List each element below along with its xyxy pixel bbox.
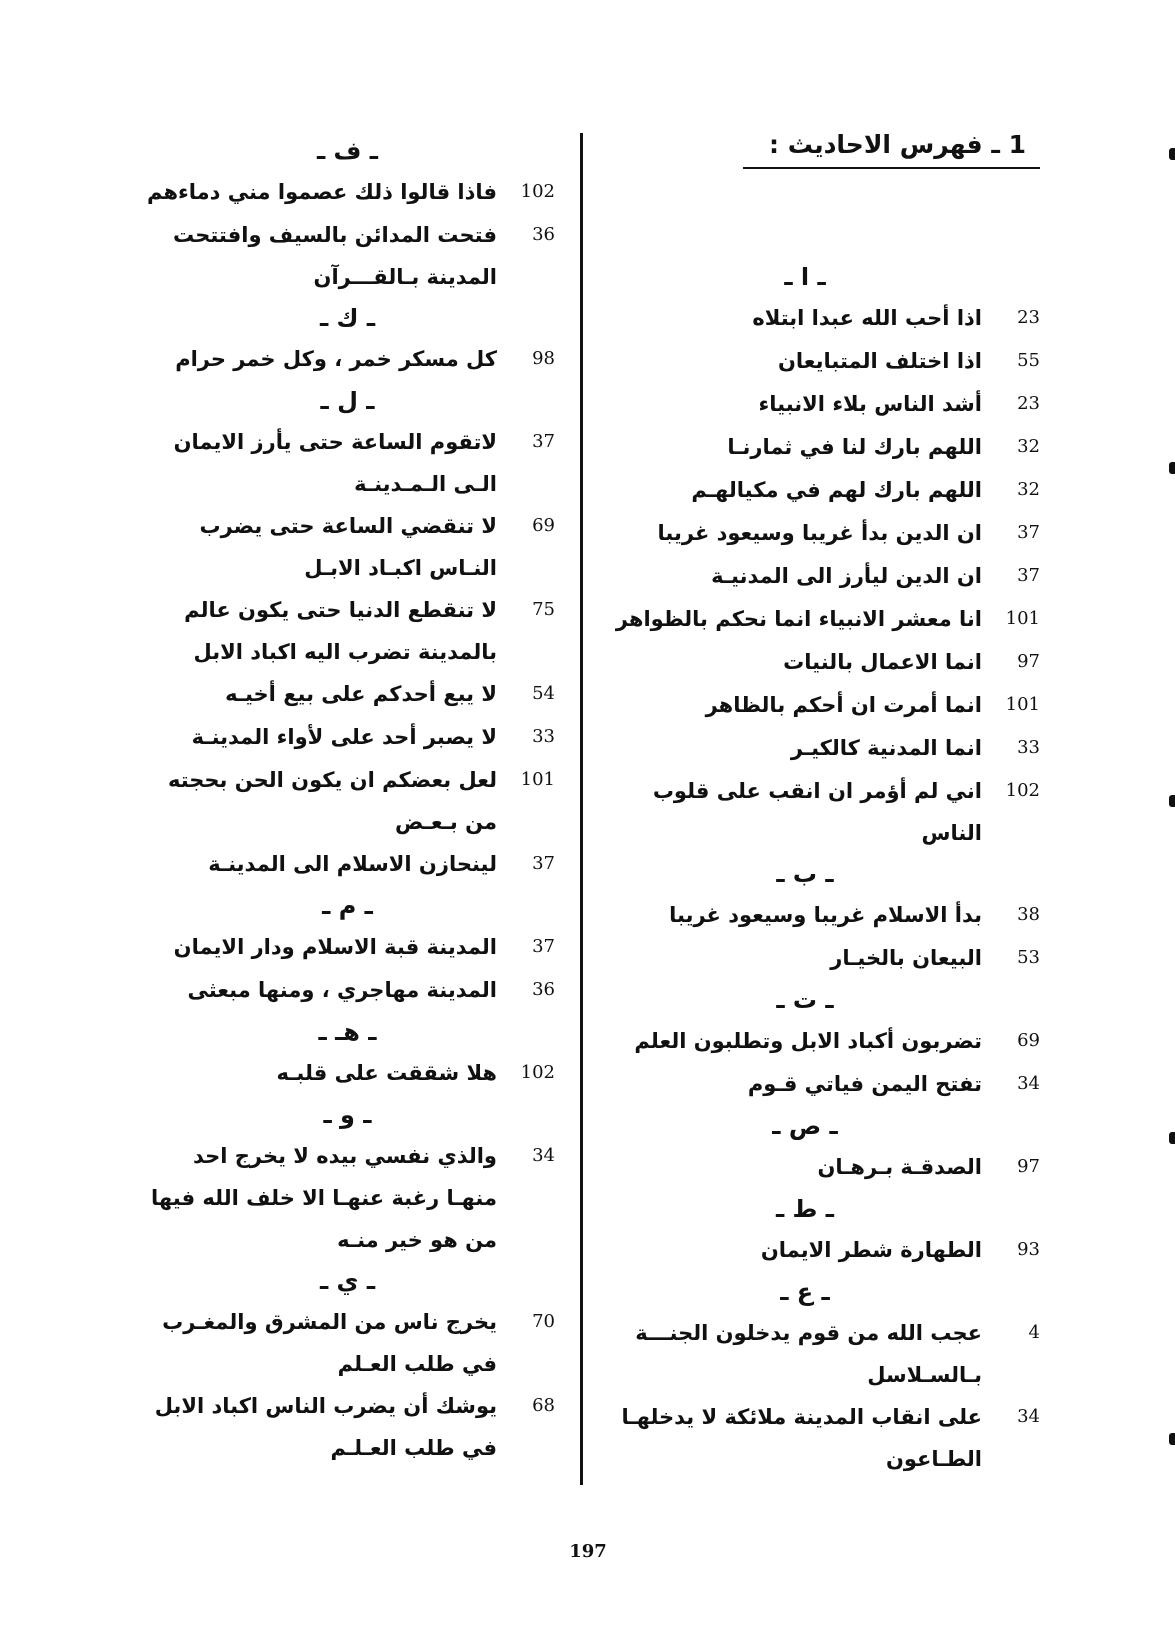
index-entry: [610, 727, 1040, 770]
entry-page-number: 93: [1017, 1239, 1040, 1260]
index-entry: [610, 894, 1040, 937]
entry-hadith-text: اني لم أؤمر ان انقب على قلوب الناس: [652, 779, 982, 845]
entry-hadith-text: بدأ الاسلام غريبا وسيعود غريبا: [669, 903, 982, 927]
entry-page-number: 102: [520, 1062, 555, 1083]
entry-page-number: 69: [1017, 1030, 1040, 1051]
entry-hadith-text: لا يبع أحدكم على بيع أخيـه: [225, 682, 497, 706]
entry-page-number: 33: [532, 726, 555, 747]
page-number: 197: [569, 1541, 607, 1562]
entry-page-number: 37: [1017, 565, 1040, 586]
entry-hadith-text: كل مسكر خمر ، وكل خمر حرام: [175, 347, 497, 371]
entry-hadith-text: لا يصبر أحد على لأواء المدينـة: [191, 725, 497, 749]
entry-hadith-text: لينحازن الاسلام الى المدينـة: [208, 852, 497, 876]
entry-hadith-text: والذي نفسي بيده لا يخرج احد منهـا رغبة عنهـا الا خلف الله فيها من هو خير منـه: [151, 1144, 497, 1252]
index-entry: [610, 469, 1040, 512]
entry-hadith-text: ان الدين ليأرز الى المدنيـة: [711, 564, 982, 588]
entry-hadith-text: الطهارة شطر الايمان: [760, 1238, 982, 1262]
index-entry: [610, 383, 1040, 426]
entry-hadith-text: اذا أحب الله عبدا ابتلاه: [752, 306, 982, 330]
index-title: 1 ـ فهرس الاحاديث :: [743, 125, 1040, 169]
entry-page-number: 37: [532, 853, 555, 874]
column-divider: [580, 133, 583, 1485]
entry-hadith-text: عجب الله من قوم يدخلون الجنـــة بـالسـلاسل: [635, 1321, 982, 1387]
left-column: [140, 125, 555, 1469]
section-letter: ـ و ـ: [323, 1101, 372, 1129]
index-entry: [140, 214, 555, 298]
entry-hadith-text: لاتقوم الساعة حتى يأرز الايمان الـى الـمـدينـة: [173, 430, 497, 496]
entry-hadith-text: المدينة قبة الاسلام ودار الايمان: [173, 935, 497, 959]
entry-page-number: 32: [1017, 436, 1040, 457]
entry-page-number: 53: [1017, 947, 1040, 968]
entry-page-number: 37: [532, 431, 555, 452]
entry-page-number: 97: [1017, 651, 1040, 672]
entry-page-number: 36: [532, 224, 555, 245]
entry-page-number: 69: [532, 515, 555, 536]
section-letter: ـ ب ـ: [776, 860, 834, 888]
section-letter: ـ ي ـ: [319, 1267, 376, 1295]
entry-hadith-text: فتحت المدائن بالسيف وافتتحت المدينة بـالقـــرآن: [172, 223, 497, 289]
entry-page-number: 68: [532, 1395, 555, 1416]
entry-page-number: 23: [1017, 307, 1040, 328]
index-entry: [610, 1146, 1040, 1189]
entry-hadith-text: انما أمرت ان أحكم بالظاهر: [705, 693, 982, 717]
index-entry: [140, 673, 555, 716]
index-entry: [610, 1020, 1040, 1063]
scan-edge-mark: [1169, 1433, 1175, 1445]
index-entry: [610, 598, 1040, 641]
entry-page-number: 34: [532, 1145, 555, 1166]
entry-hadith-text: يخرج ناس من المشرق والمغـرب في طلب العـلم: [162, 1310, 497, 1376]
entry-page-number: 102: [520, 181, 555, 202]
entry-hadith-text: لا تنقضي الساعة حتى يضرب النـاس اكبـاد الابـل: [199, 514, 497, 580]
index-entry: [140, 969, 555, 1012]
entry-hadith-text: انما الاعمال بالنيات: [783, 650, 982, 674]
entry-page-number: 54: [532, 683, 555, 704]
scan-edge-mark: [1169, 795, 1175, 807]
entry-hadith-text: لعل بعضكم ان يكون الحن بحجته من بـعـض: [167, 768, 497, 834]
entry-hadith-text: تفتح اليمن فياتي قـوم: [747, 1072, 982, 1096]
entry-hadith-text: ان الدين بدأ غريبا وسيعود غريبا: [657, 521, 982, 545]
section-letter: ـ ص ـ: [772, 1112, 838, 1140]
index-entry: [610, 1312, 1040, 1396]
index-entry: [140, 1385, 555, 1469]
entry-hadith-text: فاذا قالوا ذلك عصموا مني دماءهم: [147, 180, 497, 204]
entry-hadith-text: انما المدنية كالكيـر: [790, 736, 982, 760]
entry-page-number: 32: [1017, 479, 1040, 500]
entry-hadith-text: اذا اختلف المتبايعان: [777, 349, 982, 373]
index-entry: [610, 1396, 1040, 1480]
section-letter: ـ ل ـ: [320, 387, 375, 415]
entry-hadith-text: البيعان بالخيـار: [830, 946, 982, 970]
entry-page-number: 34: [1017, 1406, 1040, 1427]
index-entry: [610, 684, 1040, 727]
section-letter: ـ ف ـ: [317, 137, 378, 165]
index-entry: [610, 555, 1040, 598]
entry-hadith-text: الصدقـة بـرهـان: [817, 1155, 982, 1179]
entry-page-number: 70: [532, 1311, 555, 1332]
section-letter: ـ هـ ـ: [318, 1018, 377, 1046]
entry-page-number: 101: [1005, 608, 1040, 629]
section-letter: ـ م ـ: [322, 892, 373, 920]
scan-edge-mark: [1169, 148, 1175, 160]
index-entry: [140, 171, 555, 214]
scan-edge-mark: [1169, 1132, 1175, 1144]
index-entry: [610, 512, 1040, 555]
index-entry: [140, 926, 555, 969]
entry-page-number: 33: [1017, 737, 1040, 758]
entry-hadith-text: انا معشر الانبياء انما نحكم بالظواهر: [615, 607, 982, 631]
index-entry: [610, 641, 1040, 684]
entry-page-number: 36: [532, 979, 555, 1000]
index-entry: [610, 426, 1040, 469]
entry-hadith-text: اللهم بارك لهم في مكيالهـم: [691, 478, 982, 502]
entry-page-number: 4: [1028, 1322, 1040, 1343]
entry-hadith-text: اللهم بارك لنا في ثمارنـا: [727, 435, 982, 459]
entry-hadith-text: المدينة مهاجري ، ومنها مبعثى: [187, 978, 497, 1002]
index-entry: [610, 937, 1040, 980]
index-entry: [610, 770, 1040, 854]
entry-page-number: 37: [1017, 522, 1040, 543]
section-letter: ـ ا ـ: [784, 263, 826, 291]
index-entry: [140, 505, 555, 589]
entry-page-number: 37: [532, 936, 555, 957]
index-entry: [610, 340, 1040, 383]
right-groups: [610, 257, 1040, 1480]
entry-page-number: 98: [532, 348, 555, 369]
index-entry: [140, 843, 555, 886]
section-letter: ـ ط ـ: [775, 1195, 835, 1223]
entry-page-number: 102: [1005, 780, 1040, 801]
entry-hadith-text: لا تنقطع الدنيا حتى يكون عالم بالمدينة تضرب اليه اكباد الابل: [184, 598, 497, 664]
index-entry: [610, 1229, 1040, 1272]
entry-page-number: 75: [532, 599, 555, 620]
section-letter: ـ ك ـ: [319, 304, 376, 332]
index-entry: [140, 1301, 555, 1385]
entry-hadith-text: يوشك أن يضرب الناس اكباد الابل في طلب العـلـم: [154, 1394, 497, 1460]
entry-page-number: 38: [1017, 904, 1040, 925]
section-letter: ـ ت ـ: [776, 986, 834, 1014]
entry-page-number: 101: [1005, 694, 1040, 715]
index-entry: [140, 1135, 555, 1261]
index-entry: [140, 759, 555, 843]
entry-page-number: 23: [1017, 393, 1040, 414]
entry-hadith-text: أشد الناس بلاء الانبياء: [758, 392, 982, 416]
index-entry: [140, 421, 555, 505]
section-letter: ـ ع ـ: [780, 1278, 830, 1306]
entry-page-number: 101: [520, 769, 555, 790]
index-entry: [610, 1063, 1040, 1106]
index-entry: [140, 338, 555, 381]
entry-page-number: 55: [1017, 350, 1040, 371]
index-entry: [140, 1052, 555, 1095]
entry-hadith-text: تضربون أكباد الابل وتطلبون العلم: [634, 1029, 982, 1053]
scan-edge-mark: [1169, 462, 1175, 474]
right-column: [610, 125, 1040, 1480]
entry-hadith-text: على انقاب المدينة ملائكة لا يدخلهـا الطـاعون: [621, 1405, 982, 1471]
entry-page-number: 34: [1017, 1073, 1040, 1094]
left-groups: [140, 131, 555, 1469]
index-entry: [610, 297, 1040, 340]
index-entry: [140, 589, 555, 673]
entry-hadith-text: هلا شققت على قلبـه: [276, 1061, 497, 1085]
index-entry: [140, 716, 555, 759]
entry-page-number: 97: [1017, 1156, 1040, 1177]
